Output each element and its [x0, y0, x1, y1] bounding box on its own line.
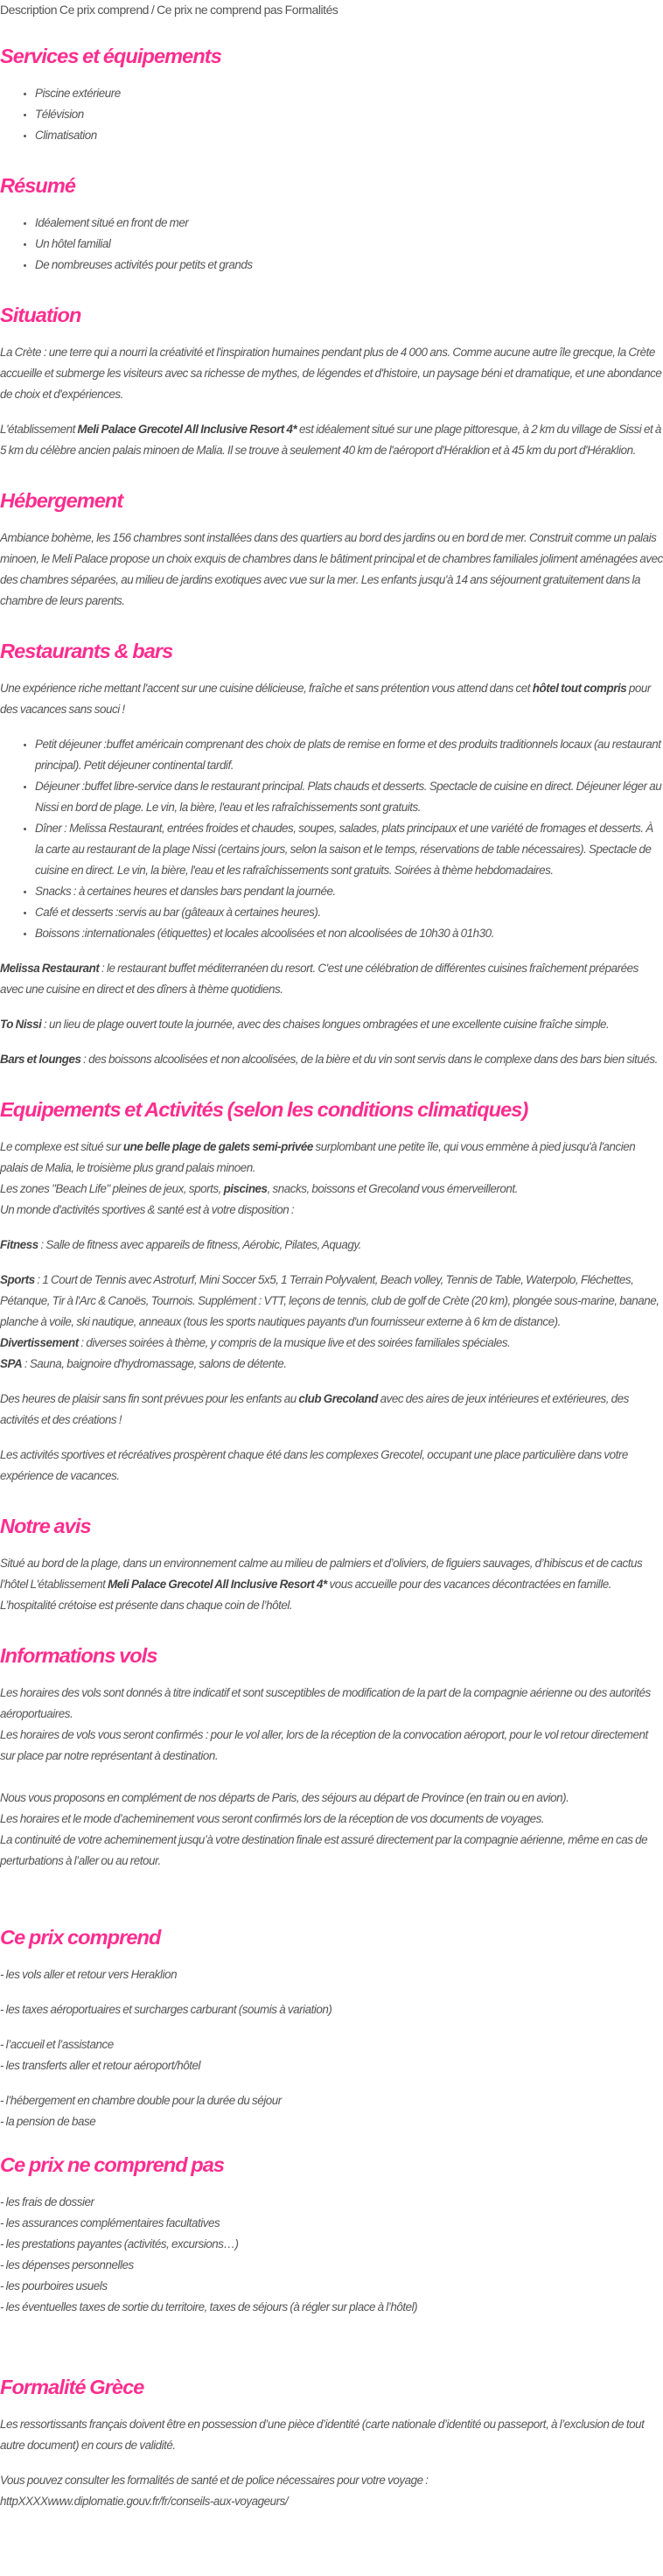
section-services — [0, 43, 663, 146]
list-item: • Un hôtel familial — [35, 234, 663, 255]
situation-paragraph: La Crète : une terre qui a nourri la créativité et l'inspiration humaines pendant plus de 4 000 ans. Comme aucune autre île grecque, la Crète accueille et submerge les visiteurs avec sa richesse de mythes, de légendes et d'histoire, un paysage béni et dramatique, et une abondance de choix et d'expériences. — [0, 346, 662, 401]
section-formalite — [0, 2374, 663, 2512]
section-prix-comprend — [0, 1924, 663, 2132]
section-resume — [0, 172, 663, 276]
situation-location-paragraph: L'établissement Meli Palace Grecotel All Inclusive Resort 4* est idéalement situé sur une plage pittoresque, à 2 km du village de Sissi et à 5 km du célèbre ancien palais minoen de Malia. Il se trouve à seulement 40 km de l'aéroport d'Héraklion et à 45 km du port d'Héraklion. — [0, 423, 661, 457]
ne-comprend-heading: Ce prix ne comprend pas — [0, 2153, 225, 2176]
equipements-closing: Les activités sportives et récréatives prospèrent chaque été dans les complexes Grecotel, occupant une place particulière dans votre expérience de vacances. — [0, 1448, 628, 1482]
list-item: - la pension de base — [0, 2115, 96, 2128]
vols-paragraph-2: Nous vous proposons en complément de nos départs de Paris, des séjours au départ de Province (en train ou en avion). Les horaires et le mode d’acheminement vous seront confirmés lors de la réception de vos documents de voyages. La continuité de votre acheminement jusqu’à votre destination finale est assuré directement par la compagnie aérienne, même en cas de perturbations à l’aller ou au retour. — [0, 1791, 648, 1867]
diplomatie-link[interactable]: httpXXXXwww.diplomatie.gouv.fr/fr/conseils-aux-voyageurs/ — [0, 2495, 289, 2508]
sports-paragraph: Sports : 1 Court de Tennis avec Astroturf, Mini Soccer 5x5, 1 Terrain Polyvalent, Beach volley, Tennis de Table, Waterpolo, Fléchettes, Pétanque, Tir à l'Arc & Canoës, Tournois. Supplément : VTT, leçons de tennis, club de golf de Crète (20 km), plongée sous-marine, banane, planche à voile, ski nautique, anneaux (tous les sports nautiques payants d'un fournisseur externe à 6 km de distance). Divertissement : diverses soirées à thème, y compris de la musique live et des soirées familiales spéciales. SPA : Sauna, baignoire d'hydromassage, salons de détente. — [0, 1273, 660, 1370]
list-item: • Idéalement situé en front de mer — [35, 213, 663, 234]
list-item: • Snacks : à certaines heures et dansles bars pendant la journée. — [35, 881, 663, 902]
nissi-paragraph: To Nissi : un lieu de plage ouvert toute la journée, avec des chaises longues ombragées et une excellente cuisine fraîche simple. — [0, 1018, 610, 1031]
melissa-paragraph: Melissa Restaurant : le restaurant buffet méditerranéen du resort. C'est une célébration de différentes cuisines fraîchement préparées avec une cuisine en direct et des dîners à thème quotidiens. — [0, 962, 639, 996]
list-item: • Petit déjeuner :buffet américain comprenant des choix de plats de remise en forme et des produits traditionnels locaux (au restaurant principal). Petit déjeuner continental tardif. — [35, 734, 663, 776]
services-list — [0, 83, 663, 146]
list-item: - les pourboires usuels — [0, 2279, 108, 2292]
hotel-name: Meli Palace Grecotel All Inclusive Resort 4* — [77, 423, 297, 436]
list-item: • De nombreuses activités pour petits et grands — [35, 255, 663, 276]
section-restaurants — [0, 638, 663, 1070]
meals-list — [0, 734, 663, 944]
list-item: - les assurances complémentaires facultatives — [0, 2216, 220, 2230]
section-hebergement — [0, 487, 663, 612]
list-item: - les taxes aéroportuaires et surcharges carburant (soumis à variation) — [0, 2003, 332, 2016]
list-item: - les frais de dossier — [0, 2195, 94, 2208]
tab-bar — [0, 0, 663, 19]
vols-paragraph-1: Les horaires des vols sont donnés à titre indicatif et sont susceptibles de modification de la part de la compagnie aérienne ou des autorités aéroportuaires. Les horaires de vols vous seront confirmés : pour le vol aller, lors de la réception de la convocation aéroport, pour le vol retour directement sur place par notre représentant à destination. — [0, 1686, 651, 1762]
equipements-intro: Le complexe est situé sur une belle plage de galets semi-privée surplombant une petite île, qui vous emmène à pied jusqu'à l'ancien palais de Malia, le troisième plus grand palais minoen. Les zones "Beach Life" pleines de jeux, sports, piscines, snacks, boissons et Grecoland vous émerveilleront. Un monde d'activités sportives & santé est à votre disposition : — [0, 1140, 636, 1216]
avis-paragraph: Situé au bord de la plage, dans un environnement calme au milieu de palmiers et d’oliviers, de figuiers sauvages, d’hibiscus et de cactus l’hôtel L'établissement Meli Palace Grecotel All Inclusive Resort 4* vous accueille pour des vacances décontractées en famille. L’hospitalité crétoise est présente dans chaque coin de l’hôtel. — [0, 1557, 643, 1612]
description-content — [0, 19, 663, 2512]
list-item: • Déjeuner :buffet libre-service dans le restaurant principal. Plats chauds et desserts. Spectacle de cuisine en direct. Déjeuner léger au Nissi en bord de plage. Le vin, la bière, l'eau et les rafraîchissements sont gratuits. — [35, 776, 663, 818]
list-item: - l’hébergement en chambre double pour la durée du séjour — [0, 2094, 282, 2107]
list-item: - les éventuelles taxes de sortie du territoire, taxes de séjours (à régler sur place à l’hôtel) — [0, 2300, 418, 2314]
vols-heading: Informations vols — [0, 1644, 157, 1667]
formalite-consult: Vous pouvez consulter les formalités de santé et de police nécessaires pour votre voyage : httpXXXXwww.diplomatie.gouv.fr/fr/conseils-aux-voyageurs/ — [0, 2474, 429, 2508]
comprend-heading: Ce prix comprend — [0, 1926, 161, 1949]
section-vols — [0, 1642, 663, 1872]
list-item: • Dîner : Melissa Restaurant, entrées froides et chaudes, soupes, salades, plats principaux et une variété de fromages et desserts. À la carte au restaurant de la plage Nissi (certains jours, selon la saison et le temps, réservations de table nécessaires). Spectacle de cuisine en direct. Le vin, la bière, l'eau et les rafraîchissements sont gratuits. Soirées à thème hebdomadaires. — [35, 818, 663, 881]
tab-formalites[interactable]: Formalités — [284, 3, 338, 17]
hebergement-paragraph: Ambiance bohème, les 156 chambres sont installées dans des quartiers au bord des jardins ou en bord de mer. Construit comme un palais minoen, le Meli Palace propose un choix exquis de chambres dans le bâtiment principal et de chambres familiales joliment aménagées avec des chambres séparées, au milieu de jardins exotiques avec vue sur la mer. Les enfants jusqu'à 14 ans séjournent gratuitement dans la chambre de leurs parents. — [0, 531, 663, 607]
list-item: - l’accueil et l’assistance — [0, 2038, 114, 2051]
formalite-heading: Formalité Grèce — [0, 2376, 144, 2398]
situation-heading: Situation — [0, 304, 81, 326]
fitness-paragraph: Fitness : Salle de fitness avec appareils de fitness, Aérobic, Pilates, Aquagy. — [0, 1238, 361, 1251]
list-item: • Télévision — [35, 104, 663, 125]
section-prix-ne-comprend-pas — [0, 2152, 663, 2318]
list-item: • Café et desserts :servis au bar (gâteaux à certaines heures). — [35, 902, 663, 923]
tab-prix[interactable]: Ce prix comprend / Ce prix ne comprend pas — [59, 3, 283, 17]
list-item: - les transferts aller et retour aéroport/hôtel — [0, 2059, 201, 2072]
section-equipements — [0, 1096, 663, 1487]
hebergement-heading: Hébergement — [0, 489, 123, 512]
list-item: - les prestations payantes (activités, excursions…) — [0, 2237, 239, 2250]
restaurants-heading: Restaurants & bars — [0, 640, 173, 662]
list-item: • Climatisation — [35, 125, 663, 146]
resume-list — [0, 213, 663, 276]
kids-club-paragraph: Des heures de plaisir sans fin sont prévues pour les enfants au club Grecoland avec des aires de jeux intérieures et extérieures, des activités et des créations ! — [0, 1392, 629, 1426]
services-heading: Services et équipements — [0, 45, 221, 67]
tab-description[interactable]: Description — [0, 3, 58, 17]
bars-paragraph: Bars et lounges : des boissons alcoolisées et non alcoolisées, de la bière et du vin sont servis dans le complexe dans des bars bien situés. — [0, 1053, 658, 1066]
list-item: - les dépenses personnelles — [0, 2258, 134, 2272]
restaurants-intro: Une expérience riche mettant l'accent sur une cuisine délicieuse, fraîche et sans prétention vous attend dans cet hôtel tout compris pour des vacances sans souci ! — [0, 682, 651, 716]
list-item: • Boissons :internationales (étiquettes) et locales alcoolisées et non alcoolisées de 10h30 à 01h30. — [35, 923, 663, 944]
list-item: • Piscine extérieure — [35, 83, 663, 104]
formalite-paragraph: Les ressortissants français doivent être en possession d’une pièce d’identité (carte nationale d’identité ou passeport, à l’exclusion de tout autre document) en cours de validité. — [0, 2418, 645, 2452]
equipements-heading: Equipements et Activités (selon les conditions climatiques) — [0, 1098, 528, 1121]
section-situation — [0, 302, 663, 461]
section-avis — [0, 1513, 663, 1616]
resume-heading: Résumé — [0, 174, 76, 197]
list-item: - les vols aller et retour vers Heraklion — [0, 1968, 178, 1981]
avis-heading: Notre avis — [0, 1515, 91, 1537]
